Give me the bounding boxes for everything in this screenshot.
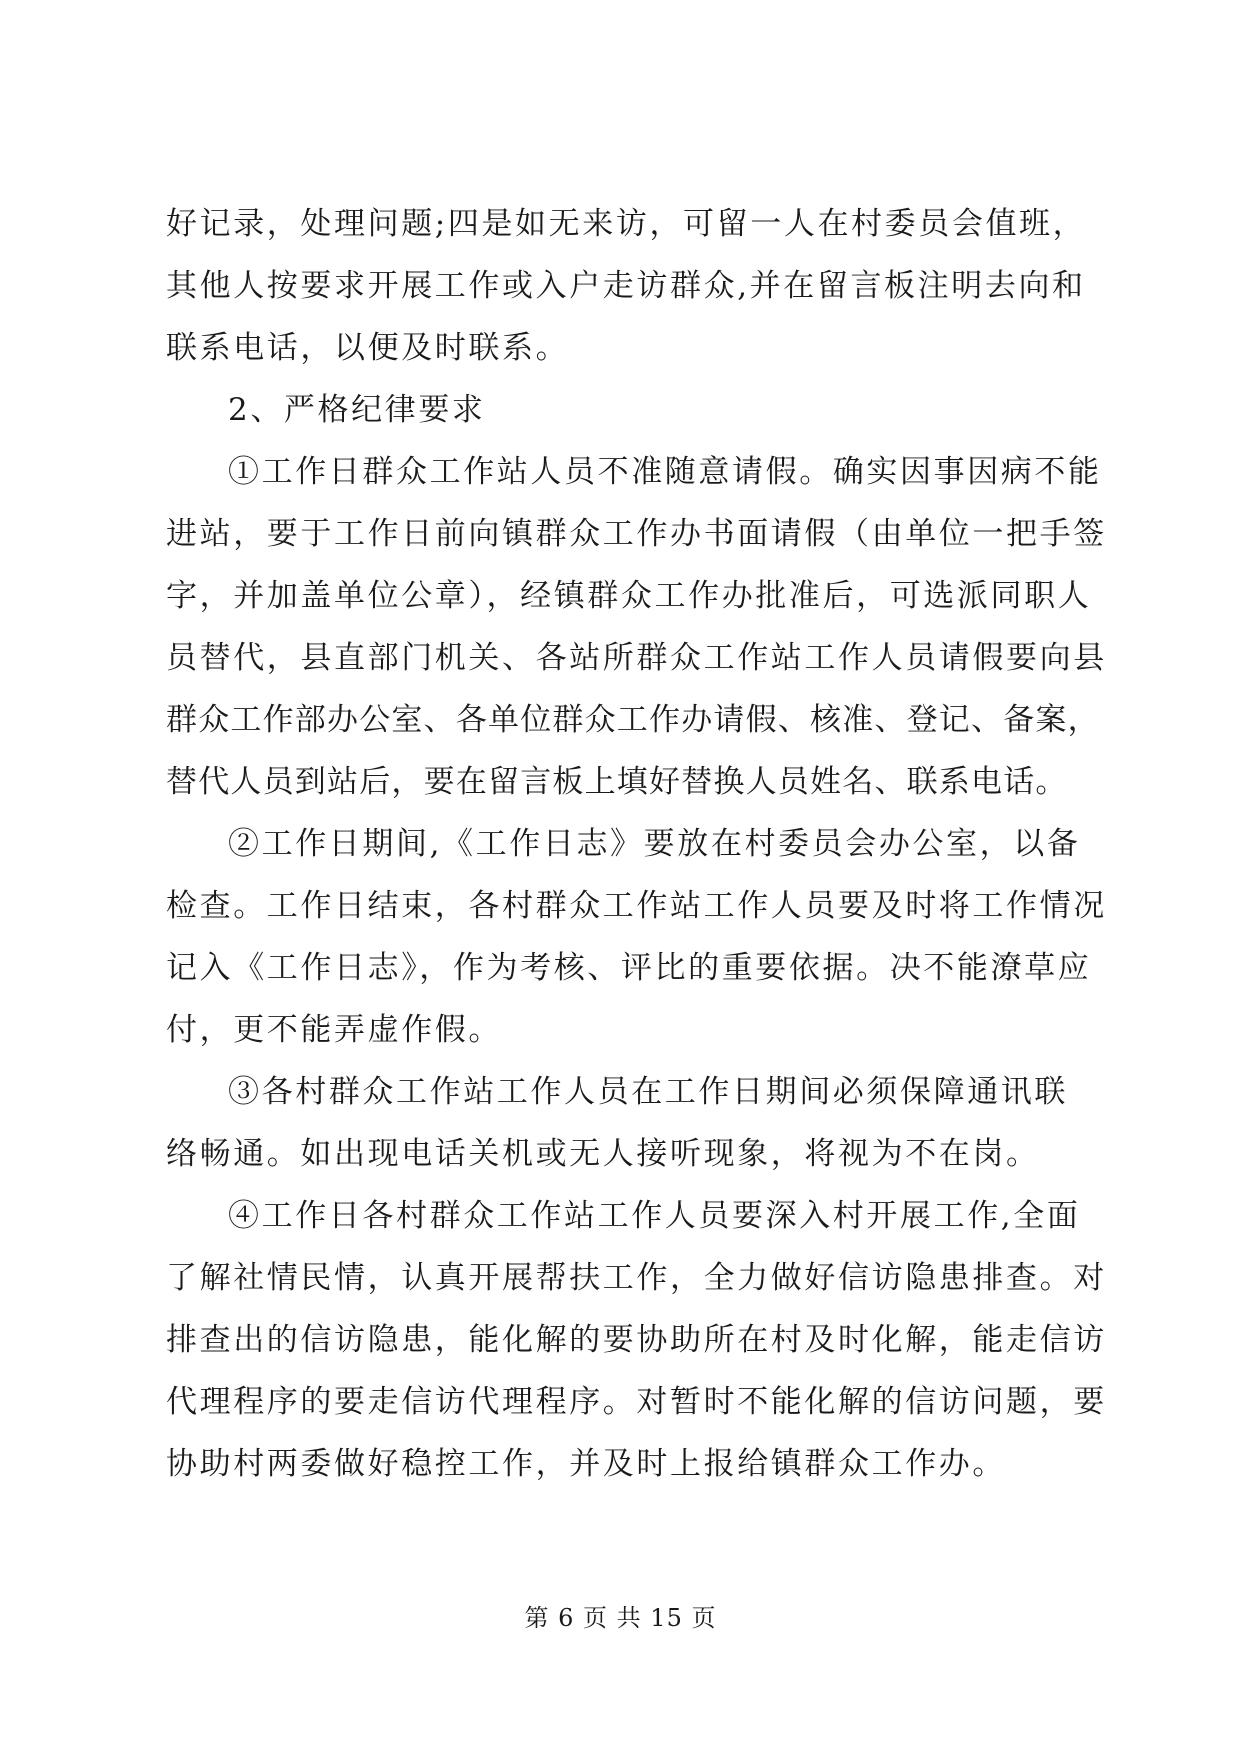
paragraph-line: ③各村群众工作站工作人员在工作日期间必须保障通讯联 <box>228 1074 1068 1110</box>
paragraph-line: ④工作日各村群众工作站工作人员要深入村开展工作,全面 <box>228 1198 1081 1234</box>
page-number: 第 6 页 共 15 页 <box>524 1604 717 1632</box>
paragraph-line: 记入《工作日志》，作为考核、评比的重要依据。决不能潦草应 <box>166 950 1092 986</box>
paragraph-line: 付，更不能弄虚作假。 <box>166 1012 502 1048</box>
paragraph-line: ②工作日期间,《工作日志》要放在村委员会办公室，以备 <box>228 826 1081 862</box>
paragraph-line: 其他人按要求开展工作或入户走访群众,并在留言板注明去向和 <box>166 268 1086 304</box>
paragraph-line: 员替代，县直部门机关、各站所群众工作站工作人员请假要向县 <box>166 640 1107 676</box>
paragraph-line: 检查。工作日结束，各村群众工作站工作人员要及时将工作情况 <box>166 888 1107 924</box>
paragraph-line: 好记录，处理问题;四是如无来访，可留一人在村委员会值班， <box>166 206 1087 242</box>
paragraph-line: 代理程序的要走信访代理程序。对暂时不能化解的信访问题，要 <box>166 1384 1107 1420</box>
paragraph-line: 协助村两委做好稳控工作，并及时上报给镇群众工作办。 <box>166 1446 1006 1482</box>
paragraph-line: 联系电话，以便及时联系。 <box>166 330 570 366</box>
paragraph-line: 了解社情民情，认真开展帮扶工作，全力做好信访隐患排查。对 <box>166 1260 1107 1296</box>
document-body <box>166 193 1107 1495</box>
paragraph-line: 排查出的信访隐患，能化解的要协助所在村及时化解，能走信访 <box>166 1322 1107 1358</box>
paragraph-line: ①工作日群众工作站人员不准随意请假。确实因事因病不能 <box>228 454 1102 490</box>
paragraph-line: 替代人员到站后，要在留言板上填好替换人员姓名、联系电话。 <box>166 764 1068 800</box>
section-heading: 2、严格纪律要求 <box>228 392 486 428</box>
paragraph-line: 进站，要于工作日前向镇群众工作办书面请假（由单位一把手签 <box>166 516 1107 552</box>
paragraph-line: 群众工作部办公室、各单位群众工作办请假、核准、登记、备案， <box>166 702 1100 738</box>
paragraph-line: 字，并加盖单位公章），经镇群众工作办批准后，可选派同职人 <box>166 578 1092 614</box>
paragraph-line: 络畅通。如出现电话关机或无人接听现象，将视为不在岗。 <box>166 1136 1040 1172</box>
